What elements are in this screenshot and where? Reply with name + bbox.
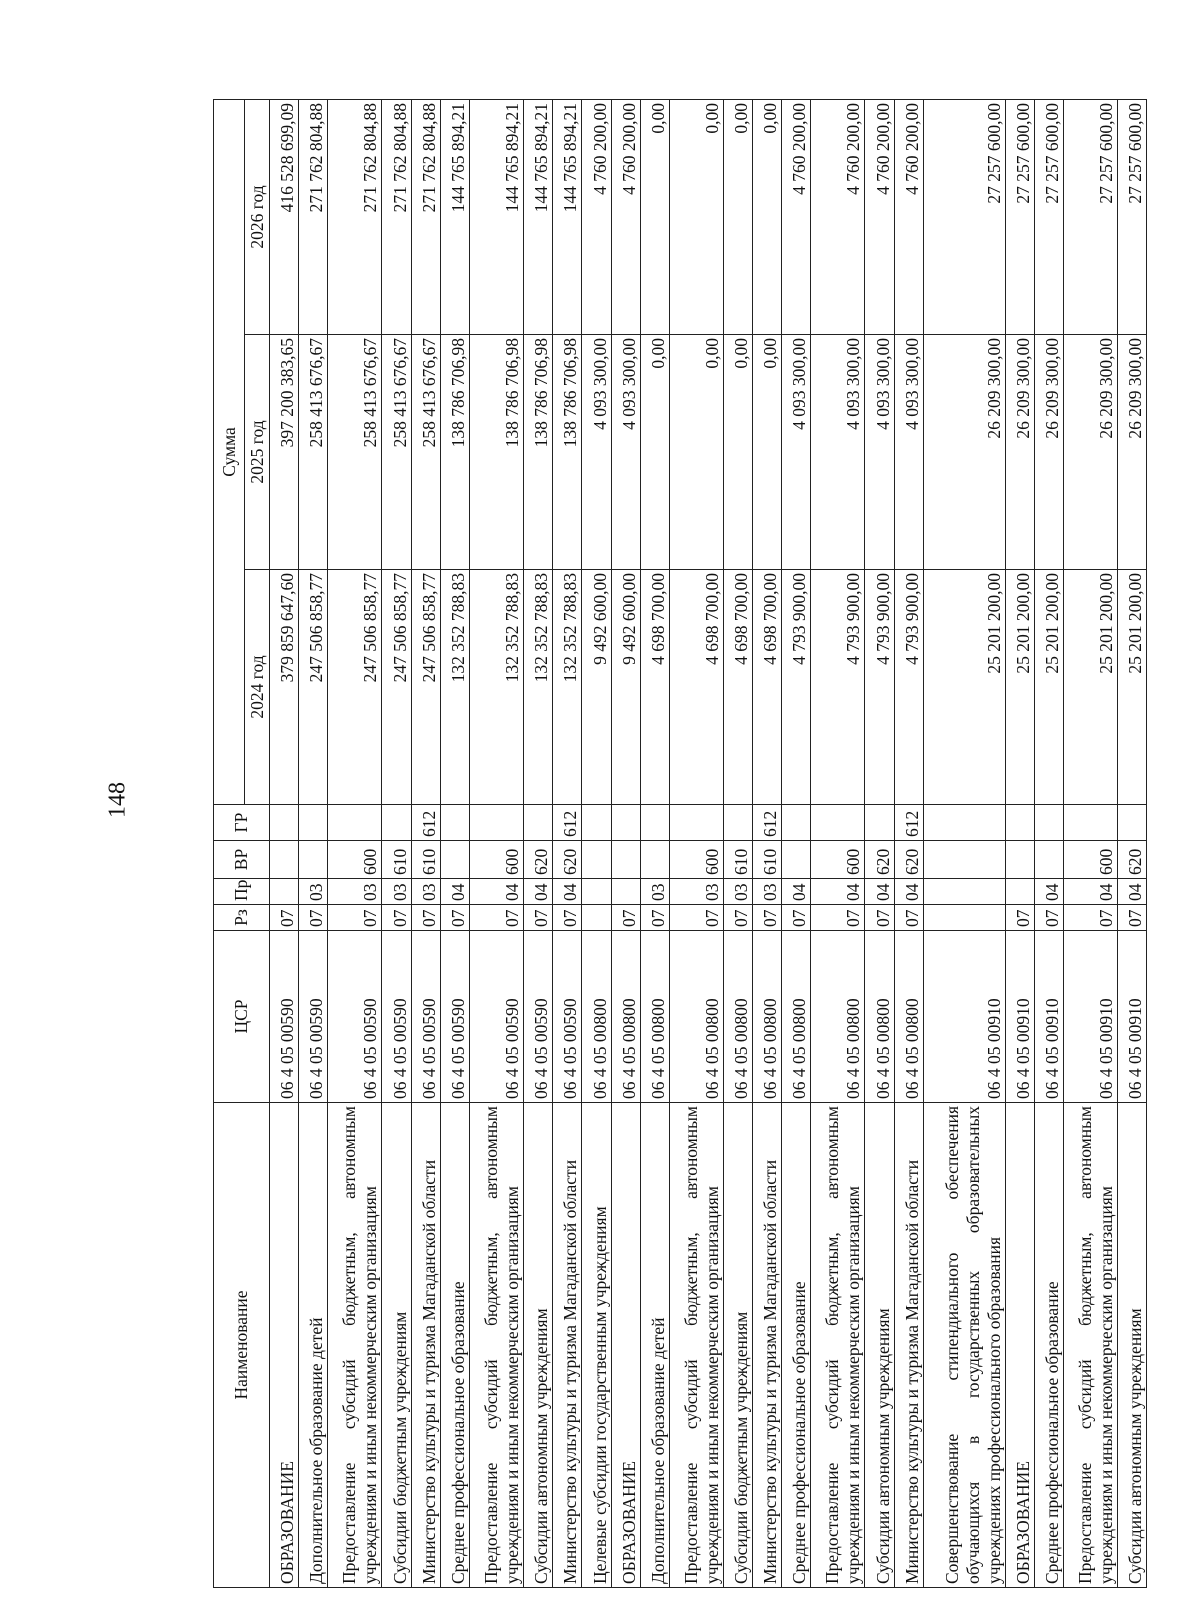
table-cell-csr: 06 4 05 00800	[723, 931, 752, 1103]
header-2026: 2026 год	[245, 99, 270, 334]
table-cell-2025: 4 093 300,00	[782, 335, 811, 570]
table-cell-pr: 04	[1118, 879, 1147, 905]
table-cell-name: Целевые субсидии государственным учреждениям	[582, 1103, 611, 1588]
table-cell-csr: 06 4 05 00590	[523, 931, 552, 1103]
table-cell-pr: 04	[811, 879, 865, 905]
table-cell-gr	[469, 805, 523, 841]
table-cell-name: ОБРАЗОВАНИЕ	[270, 1103, 299, 1588]
table-cell-2025: 26 209 300,00	[1064, 335, 1118, 570]
table-cell-2024: 132 352 788,83	[469, 570, 523, 805]
table-cell-2026: 416 528 699,09	[270, 99, 299, 334]
table-cell-2025: 4 093 300,00	[865, 335, 894, 570]
table-cell-2025: 26 209 300,00	[1035, 335, 1064, 570]
table-cell-rz: 07	[440, 905, 469, 931]
table-cell-gr: 612	[553, 805, 582, 841]
table-cell-2026: 27 257 600,00	[1118, 99, 1147, 334]
table-cell-2025: 138 786 706,98	[553, 335, 582, 570]
table-cell-gr	[299, 805, 328, 841]
table-cell-2026: 271 762 804,88	[411, 99, 440, 334]
table-cell-gr	[1005, 805, 1034, 841]
table-cell-name: Предоставление субсидий бюджетным, автономным учреждениям и иным некоммерческим организациям	[469, 1103, 523, 1588]
table-row	[1064, 99, 1118, 1587]
table-cell-vr: 610	[723, 841, 752, 879]
table-cell-rz: 07	[1005, 905, 1034, 931]
table-cell-pr	[1005, 879, 1034, 905]
table-cell-csr: 06 4 05 00590	[328, 931, 382, 1103]
table-cell-rz: 07	[669, 905, 723, 931]
table-cell-name: Предоставление субсидий бюджетным, автономным учреждениям и иным некоммерческим организациям	[1064, 1103, 1118, 1588]
table-cell-name: Субсидии бюджетным учреждениям	[723, 1103, 752, 1588]
table-cell-pr: 03	[382, 879, 411, 905]
table-cell-csr: 06 4 05 00910	[1005, 931, 1034, 1103]
table-cell-gr: 612	[411, 805, 440, 841]
table-cell-2024: 4 793 900,00	[782, 570, 811, 805]
table-cell-vr	[440, 841, 469, 879]
table-cell-2026: 27 257 600,00	[1035, 99, 1064, 334]
table-cell-csr: 06 4 05 00590	[553, 931, 582, 1103]
table-cell-csr: 06 4 05 00800	[640, 931, 669, 1103]
table-cell-vr	[299, 841, 328, 879]
table-cell-vr: 620	[894, 841, 923, 879]
table-cell-name: Дополнительное образование детей	[299, 1103, 328, 1588]
table-cell-csr: 06 4 05 00800	[894, 931, 923, 1103]
table-cell-gr	[923, 805, 1005, 841]
table-cell-gr	[523, 805, 552, 841]
table-cell-gr	[611, 805, 640, 841]
table-cell-2024: 25 201 200,00	[1064, 570, 1118, 805]
table-row	[1118, 99, 1147, 1587]
table-cell-2025: 4 093 300,00	[894, 335, 923, 570]
table-cell-2025: 138 786 706,98	[523, 335, 552, 570]
table-cell-csr: 06 4 05 00590	[469, 931, 523, 1103]
header-csr: ЦСР	[214, 931, 270, 1103]
table-cell-2025: 4 093 300,00	[811, 335, 865, 570]
table-cell-vr: 600	[328, 841, 382, 879]
table-cell-2025: 138 786 706,98	[469, 335, 523, 570]
table-cell-rz	[582, 905, 611, 931]
table-row	[1005, 99, 1034, 1587]
table-row	[1035, 99, 1064, 1587]
table-cell-vr: 600	[811, 841, 865, 879]
table-cell-2026: 144 765 894,21	[523, 99, 552, 334]
table-row	[469, 99, 523, 1587]
table-row	[523, 99, 552, 1587]
table-cell-gr	[582, 805, 611, 841]
table-cell-2024: 4 698 700,00	[753, 570, 782, 805]
table-cell-pr: 03	[299, 879, 328, 905]
table-cell-pr	[923, 879, 1005, 905]
table-cell-gr	[640, 805, 669, 841]
table-cell-rz	[923, 905, 1005, 931]
table-cell-csr: 06 4 05 00800	[582, 931, 611, 1103]
table-cell-csr: 06 4 05 00590	[411, 931, 440, 1103]
table-cell-gr: 612	[894, 805, 923, 841]
table-cell-2024: 4 793 900,00	[811, 570, 865, 805]
table-cell-2024: 9 492 600,00	[582, 570, 611, 805]
table-cell-2024: 25 201 200,00	[923, 570, 1005, 805]
table-cell-2026: 4 760 200,00	[811, 99, 865, 334]
table-cell-2026: 4 760 200,00	[894, 99, 923, 334]
table-cell-2025: 4 093 300,00	[582, 335, 611, 570]
table-cell-2024: 132 352 788,83	[440, 570, 469, 805]
table-cell-name: Субсидии автономным учреждениям	[523, 1103, 552, 1588]
table-cell-2025: 258 413 676,67	[299, 335, 328, 570]
table-row	[894, 99, 923, 1587]
table-cell-2024: 247 506 858,77	[382, 570, 411, 805]
budget-table	[213, 99, 1147, 1588]
table-cell-gr	[723, 805, 752, 841]
table-row	[553, 99, 582, 1587]
table-cell-2024: 4 698 700,00	[640, 570, 669, 805]
table-cell-pr: 04	[865, 879, 894, 905]
table-cell-2025: 26 209 300,00	[923, 335, 1005, 570]
table-row	[782, 99, 811, 1587]
table-cell-rz: 07	[1035, 905, 1064, 931]
table-cell-2024: 247 506 858,77	[328, 570, 382, 805]
table-cell-rz: 07	[811, 905, 865, 931]
table-row	[582, 99, 611, 1587]
table-cell-name: Министерство культуры и туризма Магаданской области	[753, 1103, 782, 1588]
table-cell-rz: 07	[640, 905, 669, 931]
table-cell-2025: 4 093 300,00	[611, 335, 640, 570]
table-cell-pr: 03	[640, 879, 669, 905]
table-cell-rz: 07	[411, 905, 440, 931]
table-row	[328, 99, 382, 1587]
header-vr: ВР	[214, 841, 270, 879]
table-cell-2026: 0,00	[723, 99, 752, 334]
table-cell-vr: 610	[753, 841, 782, 879]
table-cell-2024: 25 201 200,00	[1035, 570, 1064, 805]
table-cell-vr	[923, 841, 1005, 879]
table-row	[669, 99, 723, 1587]
table-cell-vr: 600	[669, 841, 723, 879]
table-cell-gr	[1064, 805, 1118, 841]
header-2025: 2025 год	[245, 335, 270, 570]
table-row	[382, 99, 411, 1587]
table-cell-rz: 07	[523, 905, 552, 931]
table-cell-csr: 06 4 05 00910	[1118, 931, 1147, 1103]
table-cell-csr: 06 4 05 00590	[299, 931, 328, 1103]
table-cell-2025: 258 413 676,67	[328, 335, 382, 570]
header-rz: Рз	[214, 905, 270, 931]
table-cell-pr: 03	[328, 879, 382, 905]
table-cell-pr: 04	[894, 879, 923, 905]
table-cell-csr: 06 4 05 00800	[865, 931, 894, 1103]
table-cell-rz: 07	[553, 905, 582, 931]
table-row	[440, 99, 469, 1587]
table-cell-csr: 06 4 05 00910	[1035, 931, 1064, 1103]
table-cell-name: Министерство культуры и туризма Магаданской области	[894, 1103, 923, 1588]
table-cell-csr: 06 4 05 00800	[811, 931, 865, 1103]
table-cell-pr	[582, 879, 611, 905]
header-sum: Сумма	[214, 99, 245, 804]
table-cell-rz: 07	[723, 905, 752, 931]
table-row	[923, 99, 1005, 1587]
table-cell-gr	[382, 805, 411, 841]
table-cell-vr: 620	[1118, 841, 1147, 879]
table-row	[640, 99, 669, 1587]
table-cell-pr: 04	[1064, 879, 1118, 905]
table-cell-2025: 0,00	[723, 335, 752, 570]
table-cell-2024: 25 201 200,00	[1118, 570, 1147, 805]
table-cell-rz: 07	[753, 905, 782, 931]
table-cell-2026: 144 765 894,21	[440, 99, 469, 334]
table-cell-vr	[582, 841, 611, 879]
table-cell-name: Совершенствование стипендиального обеспечения обучающихся в государственных образовательных учреждениях профессионального образования	[923, 1103, 1005, 1588]
table-cell-pr: 04	[782, 879, 811, 905]
table-cell-rz: 07	[611, 905, 640, 931]
table-cell-2025: 258 413 676,67	[411, 335, 440, 570]
table-cell-2024: 4 698 700,00	[669, 570, 723, 805]
table-row	[865, 99, 894, 1587]
table-cell-2024: 4 698 700,00	[723, 570, 752, 805]
table-row	[299, 99, 328, 1587]
table-cell-2025: 0,00	[640, 335, 669, 570]
table-cell-pr: 03	[753, 879, 782, 905]
table-row	[270, 99, 299, 1587]
table-cell-rz: 07	[865, 905, 894, 931]
table-row	[753, 99, 782, 1587]
table-cell-name: Субсидии автономным учреждениям	[1118, 1103, 1147, 1588]
table-cell-2025: 258 413 676,67	[382, 335, 411, 570]
table-cell-pr: 04	[553, 879, 582, 905]
table-cell-pr: 03	[669, 879, 723, 905]
table-cell-rz: 07	[328, 905, 382, 931]
table-cell-name: Среднее профессиональное образование	[782, 1103, 811, 1588]
table-cell-2025: 0,00	[669, 335, 723, 570]
table-cell-vr	[782, 841, 811, 879]
table-cell-2024: 132 352 788,83	[523, 570, 552, 805]
table-cell-gr	[782, 805, 811, 841]
table-cell-2026: 27 257 600,00	[923, 99, 1005, 334]
table-cell-gr: 612	[753, 805, 782, 841]
table-cell-name: Среднее профессиональное образование	[1035, 1103, 1064, 1588]
table-cell-pr: 03	[723, 879, 752, 905]
table-cell-name: Дополнительное образование детей	[640, 1103, 669, 1588]
table-cell-gr	[1118, 805, 1147, 841]
header-pr: Пр	[214, 879, 270, 905]
table-cell-2024: 247 506 858,77	[299, 570, 328, 805]
table-cell-gr	[865, 805, 894, 841]
table-cell-2024: 4 793 900,00	[894, 570, 923, 805]
table-header	[214, 99, 270, 1587]
table-cell-csr: 06 4 05 00590	[382, 931, 411, 1103]
table-cell-vr	[640, 841, 669, 879]
header-2024: 2024 год	[245, 570, 270, 805]
table-cell-2024: 379 859 647,60	[270, 570, 299, 805]
table-cell-pr	[611, 879, 640, 905]
table-cell-vr	[1005, 841, 1034, 879]
table-cell-2024: 9 492 600,00	[611, 570, 640, 805]
table-cell-vr: 600	[1064, 841, 1118, 879]
table-cell-gr	[440, 805, 469, 841]
table-cell-name: Среднее профессиональное образование	[440, 1103, 469, 1588]
table-cell-2024: 132 352 788,83	[553, 570, 582, 805]
table-cell-vr: 610	[382, 841, 411, 879]
table-cell-2026: 4 760 200,00	[582, 99, 611, 334]
table-cell-rz: 07	[469, 905, 523, 931]
table-cell-rz: 07	[270, 905, 299, 931]
table-cell-vr: 620	[523, 841, 552, 879]
table-cell-rz: 07	[782, 905, 811, 931]
table-row	[411, 99, 440, 1587]
table-cell-2024: 25 201 200,00	[1005, 570, 1034, 805]
table-cell-2025: 138 786 706,98	[440, 335, 469, 570]
page-number: 148	[104, 782, 131, 818]
table-cell-pr: 04	[1035, 879, 1064, 905]
table-cell-rz: 07	[1064, 905, 1118, 931]
table-cell-vr	[611, 841, 640, 879]
table-cell-name: Субсидии бюджетным учреждениям	[382, 1103, 411, 1588]
table-cell-2026: 144 765 894,21	[469, 99, 523, 334]
table-cell-rz: 07	[1118, 905, 1147, 931]
table-cell-rz: 07	[894, 905, 923, 931]
table-cell-2025: 0,00	[753, 335, 782, 570]
table-cell-vr	[1035, 841, 1064, 879]
table-cell-name: ОБРАЗОВАНИЕ	[1005, 1103, 1034, 1588]
rotated-table-container	[213, 100, 1146, 1588]
table-cell-pr: 03	[411, 879, 440, 905]
table-cell-vr	[270, 841, 299, 879]
table-cell-gr	[1035, 805, 1064, 841]
table-cell-rz: 07	[382, 905, 411, 931]
table-cell-name: Предоставление субсидий бюджетным, автономным учреждениям и иным некоммерческим организациям	[328, 1103, 382, 1588]
table-cell-2026: 4 760 200,00	[865, 99, 894, 334]
table-cell-csr: 06 4 05 00590	[270, 931, 299, 1103]
header-gr: ГР	[214, 805, 270, 841]
table-cell-csr: 06 4 05 00800	[782, 931, 811, 1103]
table-cell-2025: 26 209 300,00	[1118, 335, 1147, 570]
table-cell-2026: 0,00	[669, 99, 723, 334]
table-cell-csr: 06 4 05 00910	[1064, 931, 1118, 1103]
table-row	[723, 99, 752, 1587]
table-cell-gr	[328, 805, 382, 841]
table-cell-vr: 620	[553, 841, 582, 879]
table-cell-name: Министерство культуры и туризма Магаданской области	[411, 1103, 440, 1588]
table-cell-name: ОБРАЗОВАНИЕ	[611, 1103, 640, 1588]
table-cell-2024: 247 506 858,77	[411, 570, 440, 805]
table-cell-vr: 620	[865, 841, 894, 879]
table-cell-2026: 4 760 200,00	[611, 99, 640, 334]
table-cell-pr: 04	[469, 879, 523, 905]
table-cell-gr	[669, 805, 723, 841]
table-cell-rz: 07	[299, 905, 328, 931]
table-cell-2026: 27 257 600,00	[1005, 99, 1034, 334]
table-cell-gr	[811, 805, 865, 841]
table-row	[611, 99, 640, 1587]
table-cell-csr: 06 4 05 00800	[753, 931, 782, 1103]
table-cell-2026: 144 765 894,21	[553, 99, 582, 334]
table-cell-2025: 26 209 300,00	[1005, 335, 1034, 570]
table-cell-pr: 04	[523, 879, 552, 905]
table-cell-csr: 06 4 05 00800	[669, 931, 723, 1103]
table-cell-2026: 271 762 804,88	[382, 99, 411, 334]
table-cell-2024: 4 793 900,00	[865, 570, 894, 805]
table-body	[270, 99, 1147, 1587]
table-cell-csr: 06 4 05 00800	[611, 931, 640, 1103]
table-cell-name: Предоставление субсидий бюджетным, автономным учреждениям и иным некоммерческим организациям	[669, 1103, 723, 1588]
table-cell-2026: 4 760 200,00	[782, 99, 811, 334]
header-name: Наименование	[214, 1103, 270, 1588]
table-cell-2026: 271 762 804,88	[299, 99, 328, 334]
table-cell-2026: 0,00	[753, 99, 782, 334]
table-cell-gr	[270, 805, 299, 841]
table-row	[811, 99, 865, 1587]
table-cell-csr: 06 4 05 00910	[923, 931, 1005, 1103]
table-cell-csr: 06 4 05 00590	[440, 931, 469, 1103]
table-cell-pr: 04	[440, 879, 469, 905]
table-cell-pr	[270, 879, 299, 905]
table-cell-name: Предоставление субсидий бюджетным, автономным учреждениям и иным некоммерческим организациям	[811, 1103, 865, 1588]
table-cell-name: Министерство культуры и туризма Магаданской области	[553, 1103, 582, 1588]
table-cell-2026: 0,00	[640, 99, 669, 334]
table-cell-name: Субсидии автономным учреждениям	[865, 1103, 894, 1588]
table-cell-2026: 271 762 804,88	[328, 99, 382, 334]
table-cell-2026: 27 257 600,00	[1064, 99, 1118, 334]
table-cell-2025: 397 200 383,65	[270, 335, 299, 570]
table-cell-vr: 600	[469, 841, 523, 879]
table-cell-vr: 610	[411, 841, 440, 879]
